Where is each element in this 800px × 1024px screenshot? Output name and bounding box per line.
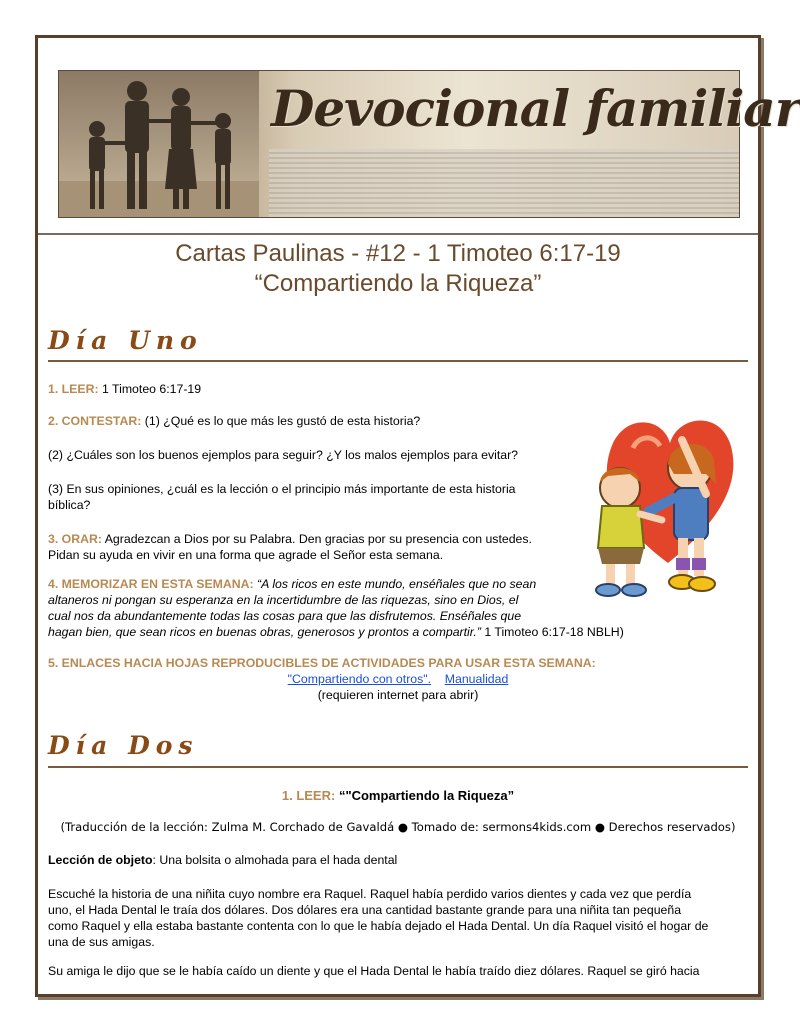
sharing-activity-link[interactable]: "Compartiendo con otros". bbox=[287, 672, 432, 686]
memory-verse-reference: 1 Timoteo 6:17-18 NBLH) bbox=[480, 625, 624, 639]
day-two-divider bbox=[48, 766, 748, 768]
activity-links bbox=[48, 671, 748, 687]
pray-line1: Agradezcan a Dios por su Palabra. Den gracias por su presencia con ustedes. bbox=[101, 532, 532, 546]
day-one-read bbox=[48, 381, 201, 397]
read-text: 1 Timoteo 6:17-19 bbox=[98, 382, 202, 396]
object-lesson-text: : Una bolsita o almohada para el hada dental bbox=[152, 853, 398, 867]
banner-title: Devocional familiar bbox=[271, 79, 800, 138]
family-silhouette-image bbox=[59, 71, 259, 217]
internet-note: (requieren internet para abrir) bbox=[317, 688, 479, 702]
day-one-heading: Día Uno bbox=[48, 326, 203, 355]
memory-verse-line3: cual nos da abundantemente todas las cosas para que las disfrutemos. Enséñales que bbox=[48, 609, 522, 623]
translation-credits: (Traducción de la lección: Zulma M. Corchado de Gavaldá ● Tomado de: sermons4kids.com ● Derechos reservados) bbox=[60, 820, 736, 834]
answer-label: 2. CONTESTAR: bbox=[48, 414, 142, 428]
story-line-2: uno, el Hada Dental le traía dos dólares. Dos dólares era una cantidad bastante grande para una niñita tan pequeña bbox=[48, 903, 682, 917]
day-one-answer bbox=[48, 413, 420, 429]
question-3-line2: bíblica? bbox=[48, 498, 91, 512]
day-one-divider bbox=[48, 360, 748, 362]
day-one-memorize bbox=[48, 576, 624, 640]
story-line-3: como Raquel y ella estaba bastante contenta con lo que le había dejado el Hada Dental. Un día Raquel visitó el hogar de bbox=[48, 919, 709, 933]
open-bible-image bbox=[269, 149, 739, 217]
pray-label: 3. ORAR: bbox=[48, 532, 102, 546]
header-banner bbox=[58, 70, 800, 218]
story-paragraph-1 bbox=[48, 886, 748, 950]
question-3 bbox=[48, 481, 516, 513]
day-one-links bbox=[48, 655, 748, 671]
story-line-1: Escuché la historia de una niñita cuyo nombre era Raquel. Raquel había perdido varios dientes y cada vez que perdía bbox=[48, 887, 692, 901]
children-heart-illustration bbox=[578, 388, 743, 603]
question-2: (2) ¿Cuáles son los buenos ejemplos para seguir? ¿Y los malos ejemplos para evitar? bbox=[48, 448, 519, 462]
day-two-heading: Día Dos bbox=[48, 731, 199, 760]
craft-link[interactable]: Manualidad bbox=[444, 672, 509, 686]
memory-verse-line2: altaneros ni pongan su esperanza en la incertidumbre de las riquezas, sino en Dios, el bbox=[48, 593, 519, 607]
memorize-label: 4. MEMORIZAR EN ESTA SEMANA: bbox=[48, 577, 254, 591]
memory-verse-line4: hagan bien, que sean ricos en buenas obras, generosos y prontos a compartir.” bbox=[48, 625, 481, 639]
object-lesson-label: Lección de objeto bbox=[48, 853, 153, 867]
object-lesson bbox=[48, 852, 397, 868]
question-1: (1) ¿Qué es lo que más les gustó de esta historia? bbox=[141, 414, 421, 428]
question-3-line1: (3) En sus opiniones, ¿cuál es la lección o el principio más importante de esta historia bbox=[48, 482, 516, 496]
lesson-series-title: Cartas Paulinas - #12 - 1 Timoteo 6:17-19 bbox=[175, 240, 621, 267]
day-two-read bbox=[48, 788, 748, 804]
story-title: “"Compartiendo la Riqueza” bbox=[335, 788, 515, 803]
memory-verse-line1: “A los ricos en este mundo, enséñales que no sean bbox=[253, 577, 537, 591]
lesson-title: “Compartiendo la Riqueza” bbox=[254, 270, 542, 297]
links-label: 5. ENLACES HACIA HOJAS REPRODUCIBLES DE ACTIVIDADES PARA USAR ESTA SEMANA: bbox=[48, 656, 596, 670]
header-divider bbox=[38, 233, 758, 235]
story-paragraph-2: Su amiga le dijo que se le había caído un diente y que el Hada Dental le había traído diez dólares. Raquel se giró hacia bbox=[48, 964, 700, 978]
pray-line2: Pidan su ayuda en vivir en una forma que agrade el Señor esta semana. bbox=[48, 548, 444, 562]
day-two-read-label: 1. LEER: bbox=[281, 788, 336, 803]
day-one-pray bbox=[48, 531, 532, 563]
page-frame bbox=[35, 35, 800, 997]
read-label: 1. LEER: bbox=[48, 382, 99, 396]
story-line-4: una de sus amigas. bbox=[48, 935, 155, 949]
